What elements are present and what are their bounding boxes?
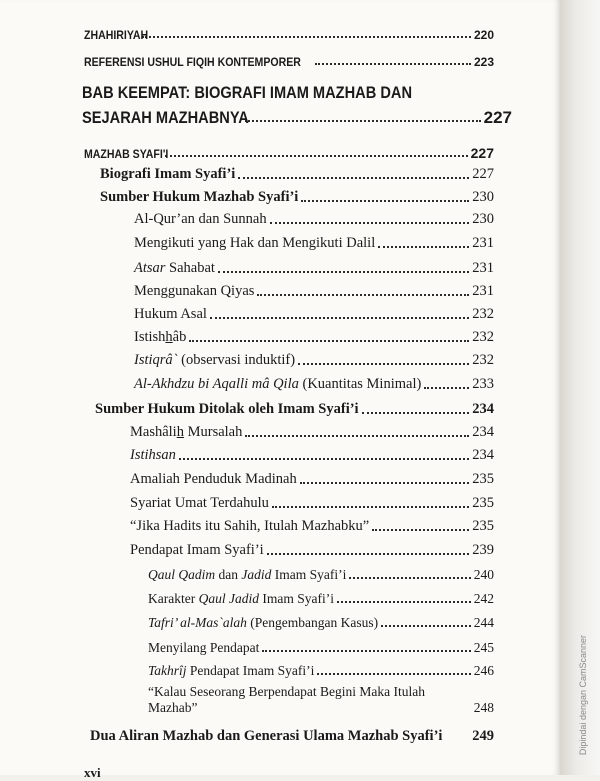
dot-leader <box>142 36 471 38</box>
toc-label-rest: (observasi induktif) <box>177 352 296 368</box>
toc-page: 240 <box>473 567 494 582</box>
toc-label: REFERENSI USHUL FIQIH KONTEMPORER <box>84 55 301 69</box>
toc-label <box>134 377 421 392</box>
toc-page: 227 <box>483 108 512 127</box>
dot-leader <box>317 673 470 675</box>
toc-label <box>148 616 378 630</box>
toc-entry-istishhab <box>134 330 494 345</box>
toc-label-line2: Mazhab” <box>148 699 198 715</box>
toc-entry-dua-aliran <box>90 729 494 744</box>
dot-leader <box>378 246 469 248</box>
toc-label-underlined: h <box>165 329 173 345</box>
toc-label-underlined: h <box>176 424 184 440</box>
dot-leader <box>257 294 469 296</box>
toc-entry-istihsan <box>130 448 494 463</box>
dot-leader <box>210 317 469 319</box>
toc-page: 231 <box>472 260 494 276</box>
toc-page: 246 <box>473 663 494 678</box>
toc-page: 245 <box>473 640 494 655</box>
toc-entry-mengikuti <box>134 236 494 251</box>
toc-label-italic: Qaul Qadim <box>148 567 216 582</box>
dot-leader <box>189 340 469 342</box>
toc-label-part: Istish <box>134 329 166 345</box>
toc-label-italic: Qaul Jadid <box>198 591 259 606</box>
toc-page: 227 <box>472 166 494 182</box>
toc-entry-alquran <box>134 212 494 227</box>
toc-page: 220 <box>473 28 494 42</box>
toc-label-rest: Sahabat <box>165 260 215 276</box>
toc-label: MAZHAB SYAFI'I <box>84 147 169 161</box>
toc-entry-sumber-hukum <box>100 190 494 205</box>
toc-label <box>148 664 314 678</box>
toc-label-italic: Tafri’ al-Mas`alah <box>148 615 247 630</box>
toc-label-italic: Takhrîj <box>148 663 187 678</box>
dot-leader <box>179 458 469 460</box>
toc-label <box>134 330 186 345</box>
dot-leader <box>218 271 469 273</box>
chapter-heading <box>82 83 512 126</box>
dot-leader <box>165 155 468 157</box>
toc-label <box>134 353 295 368</box>
toc-entry-zahiriyah <box>84 29 494 41</box>
dot-leader <box>424 387 469 389</box>
dot-leader <box>349 577 470 579</box>
toc-label: Syariat Umat Terdahulu <box>130 495 269 511</box>
chapter-title-line1: BAB KEEMPAT: BIOGRAFI IMAM MAZHAB DAN <box>82 83 413 102</box>
toc-page: 232 <box>472 329 494 345</box>
toc-label-italic: Al-Akhdzu bi Aqalli mâ Qila <box>134 376 299 392</box>
toc-page: 239 <box>472 542 494 558</box>
toc-label: ZHAHIRIYAH <box>84 28 149 42</box>
toc-page: 230 <box>472 211 494 227</box>
toc-label: Menyilang Pendapat <box>148 640 260 655</box>
dot-leader <box>238 177 469 179</box>
toc-entry-mashalih <box>130 425 494 440</box>
toc-entry-syariat <box>130 496 494 511</box>
toc-page: 232 <box>472 352 494 368</box>
toc-page: 235 <box>472 471 494 487</box>
toc-page: 223 <box>473 55 494 69</box>
toc-label: Sumber Hukum Ditolak oleh Imam Syafi’i <box>95 401 359 417</box>
toc-label-line1: “Kalau Seseorang Berpendapat Begini Maka Itulah <box>148 684 426 699</box>
toc-label-rest: Pendapat Imam Syafi’i <box>186 663 315 678</box>
toc-label: “Jika Hadits itu Sahih, Itulah Mazhabku” <box>130 518 370 534</box>
toc-page: 244 <box>473 615 494 630</box>
dot-leader <box>372 529 469 531</box>
dot-leader <box>270 222 470 224</box>
toc-entry-karakter <box>148 592 494 606</box>
toc-page: 231 <box>472 283 494 299</box>
dot-leader <box>298 363 469 365</box>
page-folio: xvi <box>84 765 101 780</box>
toc-page: 249 <box>472 728 494 744</box>
toc-entry-takhrij <box>148 664 494 678</box>
dot-leader <box>300 482 470 484</box>
toc-label-part: dan <box>215 567 242 582</box>
toc-label: Dua Aliran Mazhab dan Generasi Ulama Mazhab Syafi’i <box>90 728 443 744</box>
toc-page: 235 <box>472 518 494 534</box>
toc-label-italic: Atsar <box>134 260 166 276</box>
toc-page: 242 <box>473 591 494 606</box>
toc-entry-hukum-asal <box>134 307 494 322</box>
toc-entry-tafri <box>148 616 494 630</box>
dot-leader <box>381 625 471 627</box>
toc-entry-qaul-qadim <box>148 568 494 582</box>
dot-leader <box>301 200 469 202</box>
toc-page: 233 <box>472 376 494 392</box>
dot-leader <box>267 553 470 555</box>
toc-entry-mazhab-syafii <box>84 146 494 160</box>
toc-label-part: Mursalah <box>183 424 243 440</box>
toc-entry-istiqra <box>134 353 494 368</box>
toc-label: Hukum Asal <box>134 306 207 322</box>
toc-entry-qiyas <box>134 284 494 299</box>
toc-label-rest: (Kuantitas Minimal) <box>298 376 422 392</box>
toc-entry-sumber-ditolak <box>95 402 494 417</box>
toc-entry-jika-hadits <box>130 519 494 534</box>
toc-label: Pendapat Imam Syafi’i <box>130 542 264 558</box>
toc-page: 234 <box>472 401 494 417</box>
toc-label-part: Imam Syafi’i <box>271 567 347 582</box>
toc-page: 235 <box>472 495 494 511</box>
toc-label <box>130 425 242 440</box>
toc-label-part: Mashâli <box>130 424 177 440</box>
chapter-title-line2 <box>82 109 512 126</box>
toc-label-part: Karakter <box>148 591 199 606</box>
toc-label-rest: (Pengembangan Kasus) <box>246 615 379 630</box>
dot-leader <box>337 601 471 603</box>
toc-entry-referensi <box>84 56 494 68</box>
toc-page: 227 <box>470 145 494 161</box>
toc-label: Biografi Imam Syafi’i <box>100 166 236 182</box>
scanner-watermark: Dipindai dengan CamScanner <box>578 634 588 755</box>
toc-label: Amaliah Penduduk Madinah <box>130 471 297 487</box>
toc-page: 234 <box>472 424 494 440</box>
toc-label: Sumber Hukum Mazhab Syafi’i <box>100 189 299 205</box>
toc-entry-atsar <box>134 261 494 276</box>
toc-label: Al-Qur’an dan Sunnah <box>134 211 267 227</box>
toc-page: 232 <box>472 306 494 322</box>
toc-label-part: âb <box>172 329 187 345</box>
toc-label: Istihsan <box>130 447 176 463</box>
toc-page: 248 <box>473 699 494 715</box>
toc-label: Mengikuti yang Hak dan Mengikuti Dalil <box>134 235 376 251</box>
toc-label <box>148 592 334 606</box>
toc-page: 234 <box>472 447 494 463</box>
dot-leader <box>262 650 470 652</box>
toc-page: 231 <box>472 235 494 251</box>
dot-leader <box>315 63 471 65</box>
toc-entry-pendapat <box>130 543 494 558</box>
toc-entry-menyilang <box>148 641 494 655</box>
dot-leader <box>362 412 470 414</box>
dot-leader <box>245 435 469 437</box>
toc-entry-amaliah <box>130 472 494 487</box>
toc-entry-kalau <box>148 684 512 714</box>
toc-label <box>134 261 215 276</box>
toc-label-italic: Istiqrâ` <box>134 352 178 368</box>
toc-label-line2-row <box>148 701 512 715</box>
toc-entry-akhdzu <box>134 377 494 392</box>
toc-page: 230 <box>472 189 494 205</box>
toc-label-part: Imam Syafi’i <box>258 591 334 606</box>
toc-entry-biografi <box>100 167 494 182</box>
dot-leader <box>272 506 469 508</box>
toc-label <box>148 568 346 582</box>
dot-leader <box>245 120 481 122</box>
toc-label: Menggunakan Qiyas <box>134 283 255 299</box>
toc-label-italic: Jadid <box>241 567 272 582</box>
toc-label: SEJARAH MAZHABNYA <box>82 108 249 127</box>
